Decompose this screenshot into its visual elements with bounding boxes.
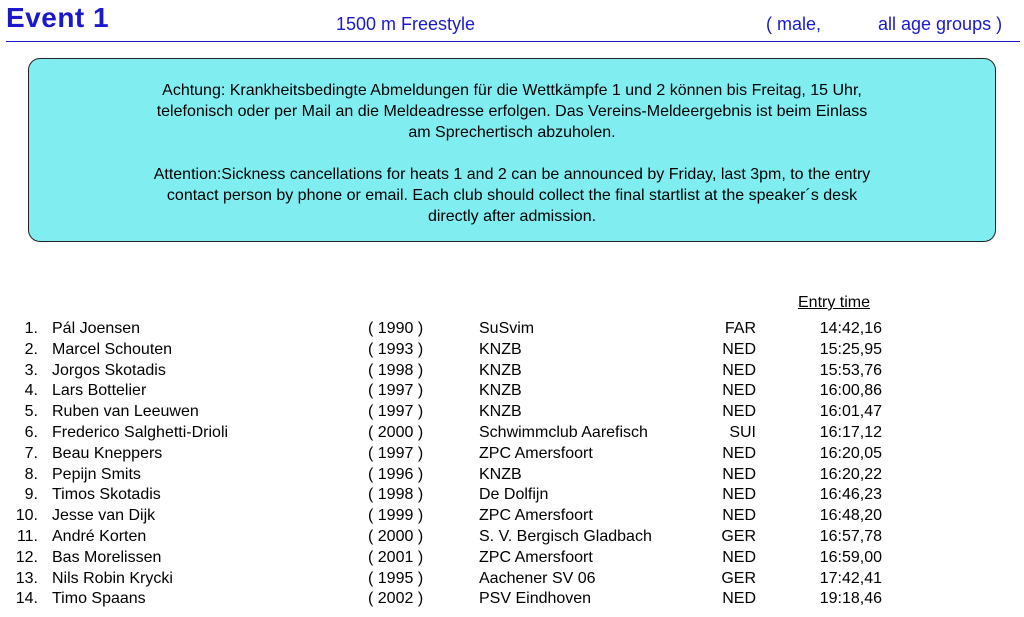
nation-code: NED (722, 340, 756, 358)
swimmer-name: Timo Spaans (52, 590, 146, 608)
event-header (0, 0, 1024, 44)
entry-time: 14:42,16 (819, 320, 882, 337)
table-row (0, 402, 1024, 423)
notice-line: telefonisch oder per Mail an die Meldeadresse erfolgen. Das Vereins-Meldeergebnis ist beim Einlass (156, 103, 868, 120)
rank: 3. (24, 361, 38, 379)
swimmer-name: Timos Skotadis (52, 486, 161, 504)
birth-year: ( 1997 ) (368, 382, 424, 400)
nation-code: NED (722, 382, 756, 400)
rank: 7. (24, 444, 38, 462)
club-name: PSV Eindhoven (479, 590, 592, 608)
birth-year: ( 2002 ) (368, 590, 424, 608)
club-name: KNZB (479, 403, 522, 421)
notice-line: directly after admission. (427, 208, 597, 225)
swimmer-name: Jorgos Skotadis (52, 361, 166, 379)
table-row (0, 548, 1024, 569)
birth-year: ( 2000 ) (368, 527, 424, 545)
entry-time: 16:57,78 (819, 527, 882, 545)
swimmer-name: Jesse van Dijk (52, 507, 156, 525)
entry-time: 16:00,86 (819, 382, 882, 400)
swimmer-name: Marcel Schouten (52, 340, 173, 358)
rank: 6. (24, 423, 38, 441)
rank: 5. (24, 403, 38, 421)
birth-year: ( 2001 ) (368, 548, 424, 566)
birth-year: ( 1995 ) (368, 569, 424, 587)
club-name: KNZB (479, 382, 522, 400)
nation-code: NED (722, 590, 756, 608)
swimmer-name: Lars Bottelier (52, 382, 147, 400)
table-row (0, 527, 1024, 548)
table-row (0, 485, 1024, 506)
birth-year: ( 1996 ) (368, 465, 424, 483)
swimmer-name: Bas Morelissen (52, 548, 162, 566)
entry-time: 16:46,23 (819, 486, 882, 504)
event-name: 1500 m Freestyle (336, 14, 476, 34)
nation-code: NED (722, 361, 756, 379)
club-name: Aachener SV 06 (479, 569, 596, 587)
club-name: Schwimmclub Aarefisch (479, 423, 648, 441)
rank: 13. (15, 569, 38, 587)
birth-year: ( 1998 ) (368, 486, 424, 504)
swimmer-name: Pál Joensen (52, 320, 141, 337)
table-row (0, 361, 1024, 382)
rank: 1. (24, 320, 38, 337)
club-name: De Dolfijn (479, 486, 549, 504)
notice-box (28, 58, 996, 242)
nation-code: FAR (724, 320, 756, 337)
header-divider (6, 41, 1020, 42)
event-title: Event 1 (6, 2, 110, 33)
notice-line: Attention:Sickness cancellations for heats 1 and 2 can be announced by Friday, last 3pm, to the entry (153, 166, 871, 183)
entry-time: 15:25,95 (819, 340, 882, 358)
swimmer-name: Nils Robin Krycki (52, 569, 173, 587)
rank: 11. (16, 527, 38, 545)
entry-time: 15:53,76 (819, 361, 882, 379)
nation-code: NED (722, 403, 756, 421)
table-row (0, 465, 1024, 486)
entry-time: 16:01,47 (819, 403, 882, 421)
nation-code: GER (721, 527, 756, 545)
entry-time: 16:20,22 (819, 465, 882, 483)
club-name: ZPC Amersfoort (479, 507, 593, 525)
club-name: KNZB (479, 361, 522, 379)
table-row (0, 381, 1024, 402)
notice-german (29, 80, 995, 143)
nation-code: NED (722, 486, 756, 504)
rank: 12. (15, 548, 38, 566)
birth-year: ( 1990 ) (368, 320, 424, 337)
club-name: ZPC Amersfoort (479, 548, 593, 566)
nation-code: GER (721, 569, 756, 587)
club-name: S. V. Bergisch Gladbach (479, 527, 652, 545)
rank: 4. (24, 382, 38, 400)
notice-line: Achtung: Krankheitsbedingte Abmeldungen für die Wettkämpfe 1 und 2 können bis Freitag, 15 Uhr, (162, 82, 862, 99)
rank: 14. (15, 590, 38, 608)
entry-time: 16:59,00 (819, 548, 882, 566)
birth-year: ( 2000 ) (368, 423, 424, 441)
nation-code: NED (722, 507, 756, 525)
rank: 8. (24, 465, 38, 483)
entry-list (0, 319, 1024, 610)
table-row (0, 506, 1024, 527)
event-age-groups: all age groups ) (878, 14, 1003, 34)
nation-code: NED (722, 548, 756, 566)
club-name: KNZB (479, 465, 522, 483)
nation-code: NED (722, 465, 756, 483)
club-name: ZPC Amersfoort (479, 444, 593, 462)
birth-year: ( 1998 ) (368, 361, 424, 379)
nation-code: NED (722, 444, 756, 462)
entry-time: 16:20,05 (819, 444, 882, 462)
nation-code: SUI (729, 423, 756, 441)
swimmer-name: Beau Kneppers (52, 444, 163, 462)
table-row (0, 340, 1024, 361)
swimmer-name: Pepijn Smits (52, 465, 141, 483)
birth-year: ( 1997 ) (368, 444, 424, 462)
event-gender: ( male, (766, 14, 822, 34)
entry-time: 19:18,46 (819, 590, 882, 608)
table-row (0, 319, 1024, 340)
birth-year: ( 1997 ) (368, 403, 424, 421)
swimmer-name: Frederico Salghetti-Drioli (52, 423, 229, 441)
club-name: KNZB (479, 340, 522, 358)
swimmer-name: Ruben van Leeuwen (52, 403, 199, 421)
notice-english (29, 164, 995, 227)
entry-time: 16:17,12 (819, 423, 882, 441)
entry-time: 16:48,20 (819, 507, 882, 525)
rank: 2. (24, 340, 38, 358)
rank: 10. (15, 507, 38, 525)
table-row (0, 423, 1024, 444)
birth-year: ( 1993 ) (368, 340, 424, 358)
notice-line: contact person by phone or email. Each club should collect the final startlist at the speaker´s desk (166, 187, 858, 204)
club-name: SuSvim (479, 320, 535, 337)
entry-time: 17:42,41 (819, 569, 882, 587)
swimmer-name: André Korten (52, 527, 147, 545)
rank: 9. (24, 486, 38, 504)
birth-year: ( 1999 ) (368, 507, 424, 525)
entry-time-header: Entry time (798, 294, 871, 311)
notice-line: am Sprechertisch abzuholen. (408, 124, 616, 141)
table-row (0, 589, 1024, 610)
table-row (0, 569, 1024, 590)
table-row (0, 444, 1024, 465)
